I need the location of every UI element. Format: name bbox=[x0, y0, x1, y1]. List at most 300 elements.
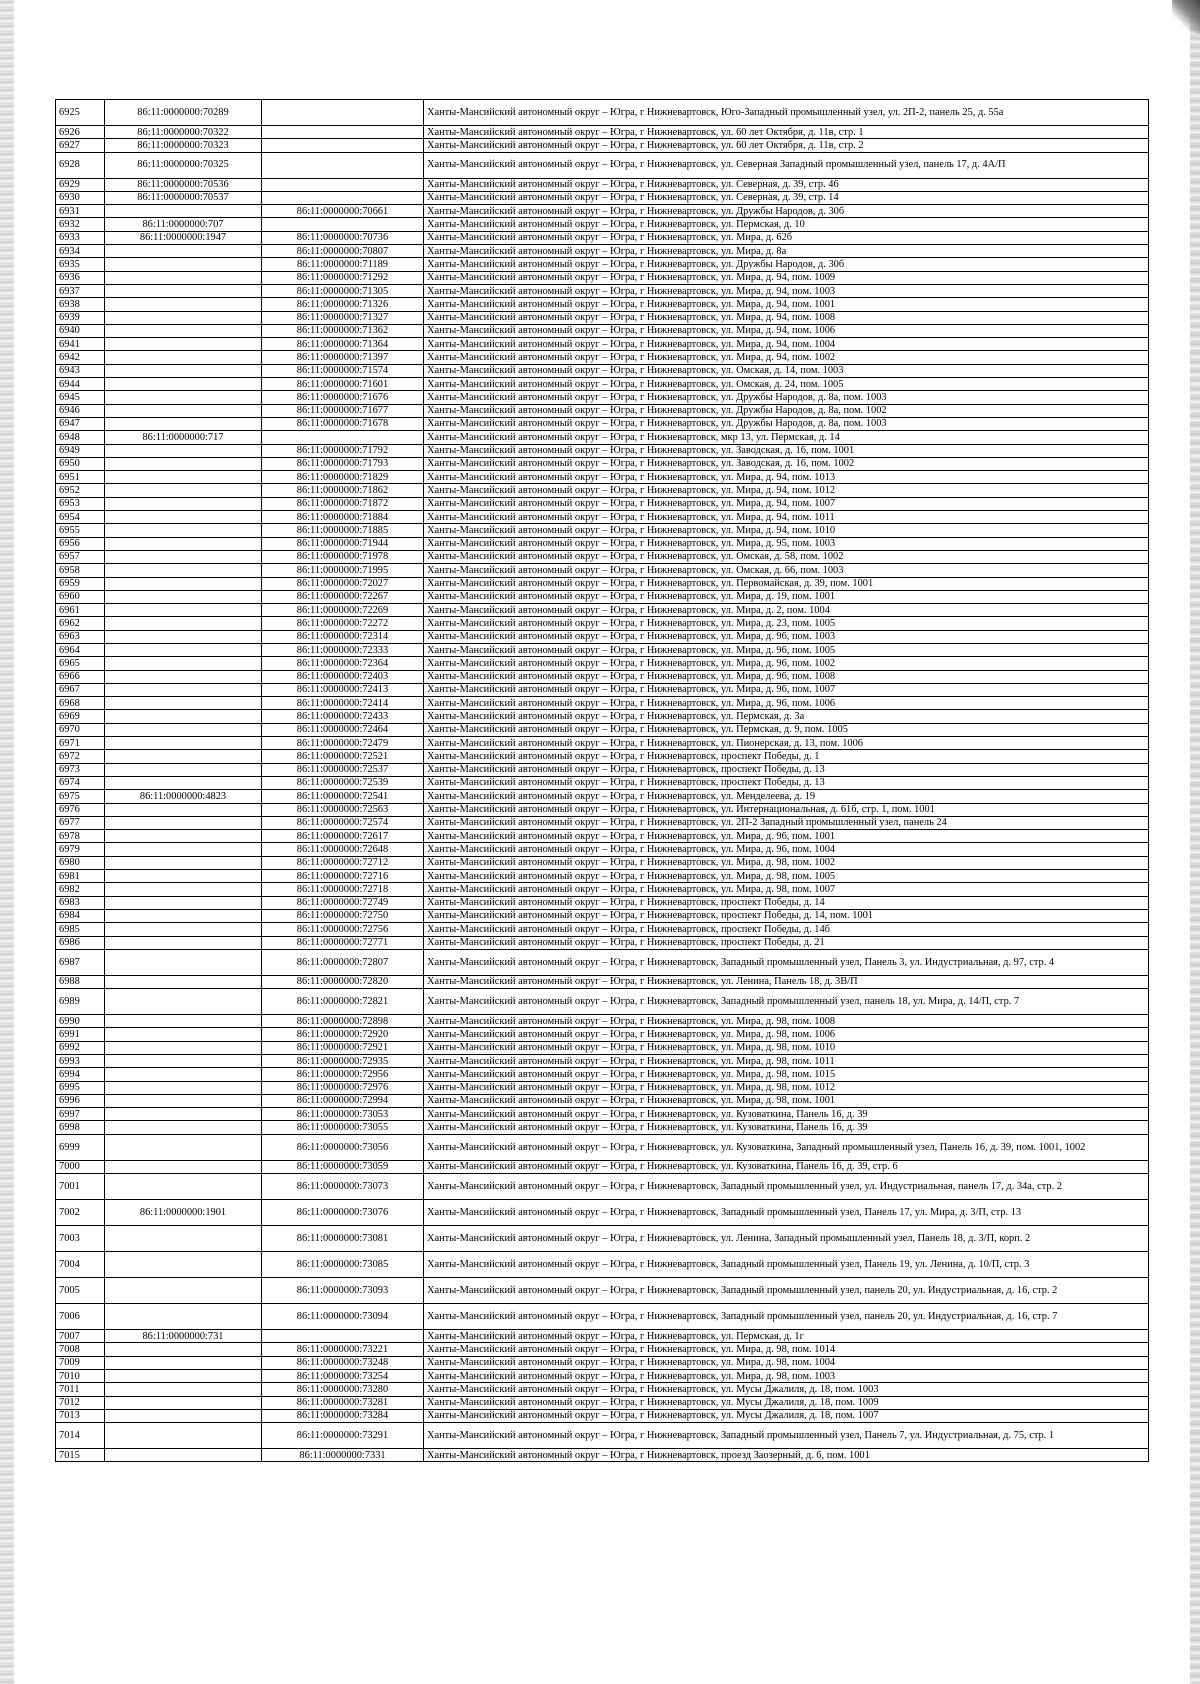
row-number: 6956 bbox=[56, 537, 105, 550]
table-row bbox=[56, 457, 1149, 470]
table-row bbox=[56, 1369, 1149, 1382]
row-number: 6932 bbox=[56, 218, 105, 231]
row-number: 6993 bbox=[56, 1055, 105, 1068]
row-number: 7000 bbox=[56, 1160, 105, 1173]
cadastral-number-primary bbox=[105, 1343, 262, 1356]
cadastral-number-secondary: 86:11:0000000:71677 bbox=[262, 404, 424, 417]
cadastral-number-primary bbox=[105, 564, 262, 577]
cadastral-number-secondary: 86:11:0000000:73094 bbox=[262, 1304, 424, 1330]
cadastral-number-secondary bbox=[262, 431, 424, 444]
cadastral-number-primary bbox=[105, 404, 262, 417]
row-number: 6969 bbox=[56, 710, 105, 723]
row-number: 6942 bbox=[56, 351, 105, 364]
object-address: Ханты-Мансийский автономный округ – Югра, г Нижневартовск, Юго-Западный промышленный узел, ул. 2П-2, панель 25, д. 55а bbox=[424, 100, 1149, 126]
object-address: Ханты-Мансийский автономный округ – Югра, г Нижневартовск, проспект Победы, д. 1 bbox=[424, 750, 1149, 763]
cadastral-number-secondary: 86:11:0000000:71978 bbox=[262, 550, 424, 563]
object-address: Ханты-Мансийский автономный округ – Югра, г Нижневартовск, ул. Мира, д. 94, пом. 1008 bbox=[424, 311, 1149, 324]
cadastral-number-secondary: 86:11:0000000:73081 bbox=[262, 1226, 424, 1252]
table-row bbox=[56, 883, 1149, 896]
table-row bbox=[56, 803, 1149, 816]
cadastral-number-primary bbox=[105, 1055, 262, 1068]
cadastral-number-secondary: 86:11:0000000:72756 bbox=[262, 923, 424, 936]
cadastral-number-secondary: 86:11:0000000:73056 bbox=[262, 1134, 424, 1160]
object-address: Ханты-Мансийский автономный округ – Югра, г Нижневартовск, Западный промышленный узел, панель 18, ул. Мира, д. 14/П, стр. 7 bbox=[424, 989, 1149, 1015]
row-number: 6947 bbox=[56, 417, 105, 430]
cadastral-number-primary bbox=[105, 1015, 262, 1028]
cadastral-number-secondary bbox=[262, 218, 424, 231]
row-number: 6953 bbox=[56, 497, 105, 510]
object-address: Ханты-Мансийский автономный округ – Югра, г Нижневартовск, ул. Мира, д. 98, пом. 1008 bbox=[424, 1015, 1149, 1028]
table-row bbox=[56, 1423, 1149, 1449]
table-row bbox=[56, 550, 1149, 563]
table-row bbox=[56, 100, 1149, 126]
object-address: Ханты-Мансийский автономный округ – Югра, г Нижневартовск, мкр 13, ул. Пермская, д. 14 bbox=[424, 431, 1149, 444]
table-row bbox=[56, 245, 1149, 258]
row-number: 6959 bbox=[56, 577, 105, 590]
object-address: Ханты-Мансийский автономный округ – Югра, г Нижневартовск, ул. Мира, д. 98, пом. 1006 bbox=[424, 1028, 1149, 1041]
cadastral-number-secondary: 86:11:0000000:73254 bbox=[262, 1369, 424, 1382]
row-number: 6985 bbox=[56, 923, 105, 936]
cadastral-number-secondary: 86:11:0000000:72364 bbox=[262, 657, 424, 670]
cadastral-number-primary bbox=[105, 909, 262, 922]
object-address: Ханты-Мансийский автономный округ – Югра, г Нижневартовск, ул. Мира, д. 62б bbox=[424, 231, 1149, 244]
object-address: Ханты-Мансийский автономный округ – Югра, г Нижневартовск, ул. Омская, д. 58, пом. 1002 bbox=[424, 550, 1149, 563]
cadastral-number-primary bbox=[105, 830, 262, 843]
table-row bbox=[56, 205, 1149, 218]
table-row bbox=[56, 723, 1149, 736]
cadastral-number-secondary: 86:11:0000000:71678 bbox=[262, 417, 424, 430]
table-row bbox=[56, 1409, 1149, 1422]
object-address: Ханты-Мансийский автономный округ – Югра, г Нижневартовск, ул. Северная Западный промышленный узел, панель 17, д. 4А/П bbox=[424, 152, 1149, 178]
cadastral-number-secondary: 86:11:0000000:71884 bbox=[262, 511, 424, 524]
object-address: Ханты-Мансийский автономный округ – Югра, г Нижневартовск, ул. Мира, д. 94, пом. 1004 bbox=[424, 338, 1149, 351]
table-row bbox=[56, 670, 1149, 683]
cadastral-number-primary bbox=[105, 896, 262, 909]
cadastral-number-primary bbox=[105, 590, 262, 603]
cadastral-number-primary bbox=[105, 816, 262, 829]
row-number: 7008 bbox=[56, 1343, 105, 1356]
cadastral-number-secondary: 86:11:0000000:73221 bbox=[262, 1343, 424, 1356]
object-address: Ханты-Мансийский автономный округ – Югра, г Нижневартовск, ул. Мира, д. 94, пом. 1011 bbox=[424, 511, 1149, 524]
table-row bbox=[56, 524, 1149, 537]
object-address: Ханты-Мансийский автономный округ – Югра, г Нижневартовск, ул. Мира, д. 98, пом. 1010 bbox=[424, 1041, 1149, 1054]
row-number: 6940 bbox=[56, 324, 105, 337]
cadastral-number-secondary: 86:11:0000000:73076 bbox=[262, 1200, 424, 1226]
object-address: Ханты-Мансийский автономный округ – Югра, г Нижневартовск, ул. Ленина, Панель 18, д. 3В/П bbox=[424, 975, 1149, 988]
table-row bbox=[56, 484, 1149, 497]
table-row bbox=[56, 364, 1149, 377]
row-number: 6948 bbox=[56, 431, 105, 444]
cadastral-number-primary bbox=[105, 417, 262, 430]
object-address: Ханты-Мансийский автономный округ – Югра, г Нижневартовск, ул. Мира, д. 94, пом. 1006 bbox=[424, 324, 1149, 337]
row-number: 6927 bbox=[56, 139, 105, 152]
object-address: Ханты-Мансийский автономный округ – Югра, г Нижневартовск, ул. Мира, д. 96, пом. 1004 bbox=[424, 843, 1149, 856]
object-address: Ханты-Мансийский автономный округ – Югра, г Нижневартовск, ул. Мира, д. 94, пом. 1002 bbox=[424, 351, 1149, 364]
row-number: 6967 bbox=[56, 683, 105, 696]
cadastral-number-secondary: 86:11:0000000:72267 bbox=[262, 590, 424, 603]
object-address: Ханты-Мансийский автономный округ – Югра, г Нижневартовск, проспект Победы, д. 13 bbox=[424, 763, 1149, 776]
table-row bbox=[56, 1396, 1149, 1409]
cadastral-number-primary bbox=[105, 550, 262, 563]
cadastral-number-primary bbox=[105, 617, 262, 630]
cadastral-number-secondary: 86:11:0000000:71995 bbox=[262, 564, 424, 577]
table-row bbox=[56, 776, 1149, 789]
table-row bbox=[56, 1108, 1149, 1121]
cadastral-number-secondary: 86:11:0000000:72821 bbox=[262, 989, 424, 1015]
cadastral-number-primary bbox=[105, 1108, 262, 1121]
row-number: 6962 bbox=[56, 617, 105, 630]
object-address: Ханты-Мансийский автономный округ – Югра, г Нижневартовск, проспект Победы, д. 14б bbox=[424, 923, 1149, 936]
object-address: Ханты-Мансийский автономный округ – Югра, г Нижневартовск, ул. Кузоваткина, Панель 16, д. 39, стр. 6 bbox=[424, 1160, 1149, 1173]
object-address: Ханты-Мансийский автономный округ – Югра, г Нижневартовск, ул. Мусы Джалиля, д. 18, пом. 1009 bbox=[424, 1396, 1149, 1409]
cadastral-number-secondary: 86:11:0000000:71793 bbox=[262, 457, 424, 470]
table-row bbox=[56, 139, 1149, 152]
cadastral-number-primary bbox=[105, 776, 262, 789]
cadastral-number-primary bbox=[105, 284, 262, 297]
cadastral-number-secondary: 86:11:0000000:72648 bbox=[262, 843, 424, 856]
row-number: 7004 bbox=[56, 1252, 105, 1278]
table-row bbox=[56, 1304, 1149, 1330]
row-number: 6941 bbox=[56, 338, 105, 351]
object-address: Ханты-Мансийский автономный округ – Югра, г Нижневартовск, ул. Мира, д. 96, пом. 1001 bbox=[424, 830, 1149, 843]
object-address: Ханты-Мансийский автономный округ – Югра, г Нижневартовск, ул. 60 лет Октября, д. 11в, стр. 1 bbox=[424, 126, 1149, 139]
cadastral-number-primary bbox=[105, 1423, 262, 1449]
object-address: Ханты-Мансийский автономный округ – Югра, г Нижневартовск, ул. Омская, д. 66, пом. 1003 bbox=[424, 564, 1149, 577]
cadastral-number-primary bbox=[105, 245, 262, 258]
row-number: 6988 bbox=[56, 975, 105, 988]
table-row bbox=[56, 1160, 1149, 1173]
row-number: 7013 bbox=[56, 1409, 105, 1422]
cadastral-number-primary bbox=[105, 737, 262, 750]
scan-right-edge bbox=[1190, 0, 1200, 1684]
table-row bbox=[56, 511, 1149, 524]
table-row bbox=[56, 391, 1149, 404]
row-number: 7006 bbox=[56, 1304, 105, 1330]
object-address: Ханты-Мансийский автономный округ – Югра, г Нижневартовск, ул. Мира, д. 8а bbox=[424, 245, 1149, 258]
cadastral-number-primary bbox=[105, 630, 262, 643]
object-address: Ханты-Мансийский автономный округ – Югра, г Нижневартовск, ул. Пионерская, д. 13, пом. 1006 bbox=[424, 737, 1149, 750]
table-row bbox=[56, 1121, 1149, 1134]
table-row bbox=[56, 683, 1149, 696]
object-address: Ханты-Мансийский автономный округ – Югра, г Нижневартовск, ул. Пермская, д. 3а bbox=[424, 710, 1149, 723]
table-row bbox=[56, 564, 1149, 577]
row-number: 6930 bbox=[56, 191, 105, 204]
table-row bbox=[56, 1278, 1149, 1304]
object-address: Ханты-Мансийский автономный округ – Югра, г Нижневартовск, ул. Кузоваткина, Панель 16, д. 39 bbox=[424, 1108, 1149, 1121]
cadastral-number-secondary: 86:11:0000000:71792 bbox=[262, 444, 424, 457]
row-number: 6986 bbox=[56, 936, 105, 949]
row-number: 6975 bbox=[56, 790, 105, 803]
row-number: 7002 bbox=[56, 1200, 105, 1226]
row-number: 6996 bbox=[56, 1094, 105, 1107]
cadastral-number-primary bbox=[105, 1226, 262, 1252]
cadastral-number-secondary: 86:11:0000000:72920 bbox=[262, 1028, 424, 1041]
cadastral-number-primary bbox=[105, 338, 262, 351]
scan-page-corner bbox=[1172, 0, 1200, 34]
object-address: Ханты-Мансийский автономный округ – Югра, г Нижневартовск, ул. Мира, д. 94, пом. 1010 bbox=[424, 524, 1149, 537]
table-row bbox=[56, 338, 1149, 351]
cadastral-number-secondary bbox=[262, 126, 424, 139]
table-row bbox=[56, 604, 1149, 617]
cadastral-number-primary bbox=[105, 763, 262, 776]
row-number: 6926 bbox=[56, 126, 105, 139]
object-address: Ханты-Мансийский автономный округ – Югра, г Нижневартовск, проспект Победы, д. 14 bbox=[424, 896, 1149, 909]
table-row bbox=[56, 298, 1149, 311]
object-address: Ханты-Мансийский автономный округ – Югра, г Нижневартовск, проспект Победы, д. 13 bbox=[424, 776, 1149, 789]
table-row bbox=[56, 351, 1149, 364]
object-address: Ханты-Мансийский автономный округ – Югра, г Нижневартовск, ул. Пермская, д. 10 bbox=[424, 218, 1149, 231]
object-address: Ханты-Мансийский автономный округ – Югра, г Нижневартовск, ул. Дружбы Народов, д. 8а, пом. 1003 bbox=[424, 417, 1149, 430]
cadastral-number-primary bbox=[105, 1449, 262, 1462]
table-row bbox=[56, 444, 1149, 457]
row-number: 7003 bbox=[56, 1226, 105, 1252]
cadastral-number-primary bbox=[105, 604, 262, 617]
cadastral-number-secondary: 86:11:0000000:72027 bbox=[262, 577, 424, 590]
object-address: Ханты-Мансийский автономный округ – Югра, г Нижневартовск, ул. Пермская, д. 9, пом. 1005 bbox=[424, 723, 1149, 736]
cadastral-number-secondary: 86:11:0000000:72771 bbox=[262, 936, 424, 949]
object-address: Ханты-Мансийский автономный округ – Югра, г Нижневартовск, Западный промышленный узел, Панель 7, ул. Индустриальная, д. 75, стр. 1 bbox=[424, 1423, 1149, 1449]
object-address: Ханты-Мансийский автономный округ – Югра, г Нижневартовск, ул. Мусы Джалиля, д. 18, пом. 1003 bbox=[424, 1383, 1149, 1396]
cadastral-number-secondary: 86:11:0000000:73085 bbox=[262, 1252, 424, 1278]
table-row bbox=[56, 258, 1149, 271]
table-row bbox=[56, 949, 1149, 975]
row-number: 7007 bbox=[56, 1330, 105, 1343]
cadastral-number-secondary: 86:11:0000000:72820 bbox=[262, 975, 424, 988]
cadastral-number-primary: 86:11:0000000:70289 bbox=[105, 100, 262, 126]
object-address: Ханты-Мансийский автономный округ – Югра, г Нижневартовск, ул. Мира, д. 98, пом. 1015 bbox=[424, 1068, 1149, 1081]
cadastral-number-primary bbox=[105, 1081, 262, 1094]
cadastral-number-secondary: 86:11:0000000:73281 bbox=[262, 1396, 424, 1409]
object-address: Ханты-Мансийский автономный округ – Югра, г Нижневартовск, ул. Дружбы Народов, д. 8а, пом. 1002 bbox=[424, 404, 1149, 417]
cadastral-number-primary: 86:11:0000000:4823 bbox=[105, 790, 262, 803]
row-number: 6982 bbox=[56, 883, 105, 896]
row-number: 6983 bbox=[56, 896, 105, 909]
table-row bbox=[56, 311, 1149, 324]
row-number: 6963 bbox=[56, 630, 105, 643]
cadastral-number-secondary: 86:11:0000000:71944 bbox=[262, 537, 424, 550]
row-number: 6955 bbox=[56, 524, 105, 537]
object-address: Ханты-Мансийский автономный округ – Югра, г Нижневартовск, ул. Дружбы Народов, д. 8а, пом. 1003 bbox=[424, 391, 1149, 404]
object-address: Ханты-Мансийский автономный округ – Югра, г Нижневартовск, ул. Мира, д. 98, пом. 1012 bbox=[424, 1081, 1149, 1094]
object-address: Ханты-Мансийский автономный округ – Югра, г Нижневартовск, ул. Мира, д. 98, пом. 1011 bbox=[424, 1055, 1149, 1068]
table-row bbox=[56, 178, 1149, 191]
object-address: Ханты-Мансийский автономный округ – Югра, г Нижневартовск, ул. Мира, д. 94, пом. 1012 bbox=[424, 484, 1149, 497]
table-row bbox=[56, 870, 1149, 883]
cadastral-number-primary bbox=[105, 484, 262, 497]
object-address: Ханты-Мансийский автономный округ – Югра, г Нижневартовск, ул. Заводская, д. 16, пом. 1001 bbox=[424, 444, 1149, 457]
object-address: Ханты-Мансийский автономный округ – Югра, г Нижневартовск, проезд Заозерный, д. 6, пом. 1001 bbox=[424, 1449, 1149, 1462]
table-row bbox=[56, 1383, 1149, 1396]
object-address: Ханты-Мансийский автономный округ – Югра, г Нижневартовск, Западный промышленный узел, Панель 17, ул. Мира, д. 3/П, стр. 13 bbox=[424, 1200, 1149, 1226]
cadastral-number-primary bbox=[105, 657, 262, 670]
row-number: 6974 bbox=[56, 776, 105, 789]
cadastral-number-secondary: 86:11:0000000:73284 bbox=[262, 1409, 424, 1422]
object-address: Ханты-Мансийский автономный округ – Югра, г Нижневартовск, ул. Ленина, Западный промышленный узел, Панель 18, д. 3/П, корп. 2 bbox=[424, 1226, 1149, 1252]
table-row bbox=[56, 324, 1149, 337]
table-row bbox=[56, 577, 1149, 590]
row-number: 6972 bbox=[56, 750, 105, 763]
row-number: 6984 bbox=[56, 909, 105, 922]
cadastral-number-primary bbox=[105, 444, 262, 457]
cadastral-number-secondary: 86:11:0000000:71885 bbox=[262, 524, 424, 537]
cadastral-number-primary: 86:11:0000000:70322 bbox=[105, 126, 262, 139]
cadastral-number-primary: 86:11:0000000:717 bbox=[105, 431, 262, 444]
cadastral-number-secondary: 86:11:0000000:71862 bbox=[262, 484, 424, 497]
cadastral-number-primary: 86:11:0000000:1901 bbox=[105, 1200, 262, 1226]
object-address: Ханты-Мансийский автономный округ – Югра, г Нижневартовск, ул. Мира, д. 2, пом. 1004 bbox=[424, 604, 1149, 617]
cadastral-number-secondary: 86:11:0000000:72617 bbox=[262, 830, 424, 843]
table-row bbox=[56, 271, 1149, 284]
cadastral-number-primary bbox=[105, 391, 262, 404]
table-row bbox=[56, 816, 1149, 829]
row-number: 6961 bbox=[56, 604, 105, 617]
cadastral-number-secondary: 86:11:0000000:71574 bbox=[262, 364, 424, 377]
object-address: Ханты-Мансийский автономный округ – Югра, г Нижневартовск, ул. Мира, д. 94, пом. 1003 bbox=[424, 284, 1149, 297]
table-row bbox=[56, 763, 1149, 776]
row-number: 6936 bbox=[56, 271, 105, 284]
cadastral-number-secondary: 86:11:0000000:72413 bbox=[262, 683, 424, 696]
cadastral-number-primary: 86:11:0000000:70323 bbox=[105, 139, 262, 152]
table-row bbox=[56, 697, 1149, 710]
cadastral-number-primary bbox=[105, 497, 262, 510]
table-row bbox=[56, 378, 1149, 391]
cadastral-number-primary bbox=[105, 537, 262, 550]
cadastral-number-secondary: 86:11:0000000:73059 bbox=[262, 1160, 424, 1173]
table-row bbox=[56, 830, 1149, 843]
cadastral-number-secondary: 86:11:0000000:72712 bbox=[262, 856, 424, 869]
object-address: Ханты-Мансийский автономный округ – Югра, г Нижневартовск, ул. Менделеева, д. 19 bbox=[424, 790, 1149, 803]
row-number: 6950 bbox=[56, 457, 105, 470]
cadastral-number-primary bbox=[105, 803, 262, 816]
row-number: 7012 bbox=[56, 1396, 105, 1409]
cadastral-number-secondary bbox=[262, 178, 424, 191]
row-number: 6965 bbox=[56, 657, 105, 670]
cadastral-number-primary bbox=[105, 298, 262, 311]
table-row bbox=[56, 404, 1149, 417]
cadastral-number-primary bbox=[105, 1369, 262, 1382]
cadastral-number-secondary bbox=[262, 191, 424, 204]
cadastral-number-primary bbox=[105, 1094, 262, 1107]
row-number: 7015 bbox=[56, 1449, 105, 1462]
object-address: Ханты-Мансийский автономный округ – Югра, г Нижневартовск, ул. Первомайская, д. 39, пом. 1001 bbox=[424, 577, 1149, 590]
cadastral-number-primary bbox=[105, 643, 262, 656]
row-number: 6925 bbox=[56, 100, 105, 126]
table-row bbox=[56, 657, 1149, 670]
object-address: Ханты-Мансийский автономный округ – Югра, г Нижневартовск, Западный промышленный узел, Панель 19, ул. Ленина, д. 10/П, стр. 3 bbox=[424, 1252, 1149, 1278]
table-row bbox=[56, 989, 1149, 1015]
row-number: 6989 bbox=[56, 989, 105, 1015]
row-number: 6973 bbox=[56, 763, 105, 776]
row-number: 6980 bbox=[56, 856, 105, 869]
table-row bbox=[56, 750, 1149, 763]
cadastral-number-primary bbox=[105, 989, 262, 1015]
table-row bbox=[56, 856, 1149, 869]
row-number: 6995 bbox=[56, 1081, 105, 1094]
cadastral-number-primary bbox=[105, 975, 262, 988]
cadastral-number-secondary bbox=[262, 139, 424, 152]
row-number: 6990 bbox=[56, 1015, 105, 1028]
row-number: 6994 bbox=[56, 1068, 105, 1081]
row-number: 6971 bbox=[56, 737, 105, 750]
row-number: 7011 bbox=[56, 1383, 105, 1396]
cadastral-number-primary bbox=[105, 271, 262, 284]
cadastral-number-secondary: 86:11:0000000:71397 bbox=[262, 351, 424, 364]
object-address: Ханты-Мансийский автономный округ – Югра, г Нижневартовск, ул. 2П-2 Западный промышленный узел, панель 24 bbox=[424, 816, 1149, 829]
cadastral-number-primary bbox=[105, 258, 262, 271]
object-address: Ханты-Мансийский автономный округ – Югра, г Нижневартовск, ул. Мира, д. 96, пом. 1007 bbox=[424, 683, 1149, 696]
cadastral-number-secondary: 86:11:0000000:72464 bbox=[262, 723, 424, 736]
object-address: Ханты-Мансийский автономный округ – Югра, г Нижневартовск, ул. Дружбы Народов, д. 30б bbox=[424, 258, 1149, 271]
cadastral-number-secondary: 86:11:0000000:72994 bbox=[262, 1094, 424, 1107]
cadastral-number-secondary: 86:11:0000000:73073 bbox=[262, 1174, 424, 1200]
cadastral-number-primary bbox=[105, 1068, 262, 1081]
object-address: Ханты-Мансийский автономный округ – Югра, г Нижневартовск, ул. Мира, д. 98, пом. 1002 bbox=[424, 856, 1149, 869]
cadastral-number-primary bbox=[105, 524, 262, 537]
table-row bbox=[56, 1055, 1149, 1068]
object-address: Ханты-Мансийский автономный округ – Югра, г Нижневартовск, ул. Мира, д. 98, пом. 1001 bbox=[424, 1094, 1149, 1107]
object-address: Ханты-Мансийский автономный округ – Югра, г Нижневартовск, ул. Мира, д. 94, пом. 1009 bbox=[424, 271, 1149, 284]
cadastral-number-secondary: 86:11:0000000:72414 bbox=[262, 697, 424, 710]
cadastral-number-primary: 86:11:0000000:1947 bbox=[105, 231, 262, 244]
row-number: 6987 bbox=[56, 949, 105, 975]
object-address: Ханты-Мансийский автономный округ – Югра, г Нижневартовск, ул. Мира, д. 98, пом. 1007 bbox=[424, 883, 1149, 896]
cadastral-number-secondary: 86:11:0000000:72898 bbox=[262, 1015, 424, 1028]
cadastral-number-secondary: 86:11:0000000:72574 bbox=[262, 816, 424, 829]
cadastral-number-secondary: 86:11:0000000:71362 bbox=[262, 324, 424, 337]
cadastral-number-secondary: 86:11:0000000:72537 bbox=[262, 763, 424, 776]
cadastral-number-secondary: 86:11:0000000:72563 bbox=[262, 803, 424, 816]
table-row bbox=[56, 896, 1149, 909]
cadastral-number-primary bbox=[105, 670, 262, 683]
row-number: 6978 bbox=[56, 830, 105, 843]
row-number: 6945 bbox=[56, 391, 105, 404]
cadastral-number-secondary: 86:11:0000000:73291 bbox=[262, 1423, 424, 1449]
table-row bbox=[56, 152, 1149, 178]
cadastral-number-secondary: 86:11:0000000:71829 bbox=[262, 471, 424, 484]
cadastral-number-primary bbox=[105, 471, 262, 484]
table-row bbox=[56, 1028, 1149, 1041]
row-number: 6997 bbox=[56, 1108, 105, 1121]
row-number: 7009 bbox=[56, 1356, 105, 1369]
cadastral-number-primary bbox=[105, 457, 262, 470]
cadastral-number-primary: 86:11:0000000:70325 bbox=[105, 152, 262, 178]
table-row bbox=[56, 909, 1149, 922]
row-number: 6998 bbox=[56, 1121, 105, 1134]
object-address: Ханты-Мансийский автономный округ – Югра, г Нижневартовск, ул. Пермская, д. 1г bbox=[424, 1330, 1149, 1343]
table-row bbox=[56, 617, 1149, 630]
cadastral-number-secondary: 86:11:0000000:72935 bbox=[262, 1055, 424, 1068]
table-row bbox=[56, 923, 1149, 936]
table-row bbox=[56, 1134, 1149, 1160]
table-row bbox=[56, 126, 1149, 139]
table-row bbox=[56, 790, 1149, 803]
row-number: 6976 bbox=[56, 803, 105, 816]
table-row bbox=[56, 1094, 1149, 1107]
cadastral-number-secondary: 86:11:0000000:72403 bbox=[262, 670, 424, 683]
cadastral-number-primary bbox=[105, 710, 262, 723]
object-address: Ханты-Мансийский автономный округ – Югра, г Нижневартовск, ул. Мира, д. 96, пом. 1002 bbox=[424, 657, 1149, 670]
cadastral-number-primary: 86:11:0000000:70537 bbox=[105, 191, 262, 204]
cadastral-number-primary: 86:11:0000000:731 bbox=[105, 1330, 262, 1343]
table-row bbox=[56, 471, 1149, 484]
table-row bbox=[56, 643, 1149, 656]
row-number: 6970 bbox=[56, 723, 105, 736]
cadastral-number-secondary: 86:11:0000000:72718 bbox=[262, 883, 424, 896]
cadastral-number-secondary: 86:11:0000000:72749 bbox=[262, 896, 424, 909]
row-number: 6931 bbox=[56, 205, 105, 218]
table-row bbox=[56, 284, 1149, 297]
cadastral-number-secondary: 86:11:0000000:70736 bbox=[262, 231, 424, 244]
